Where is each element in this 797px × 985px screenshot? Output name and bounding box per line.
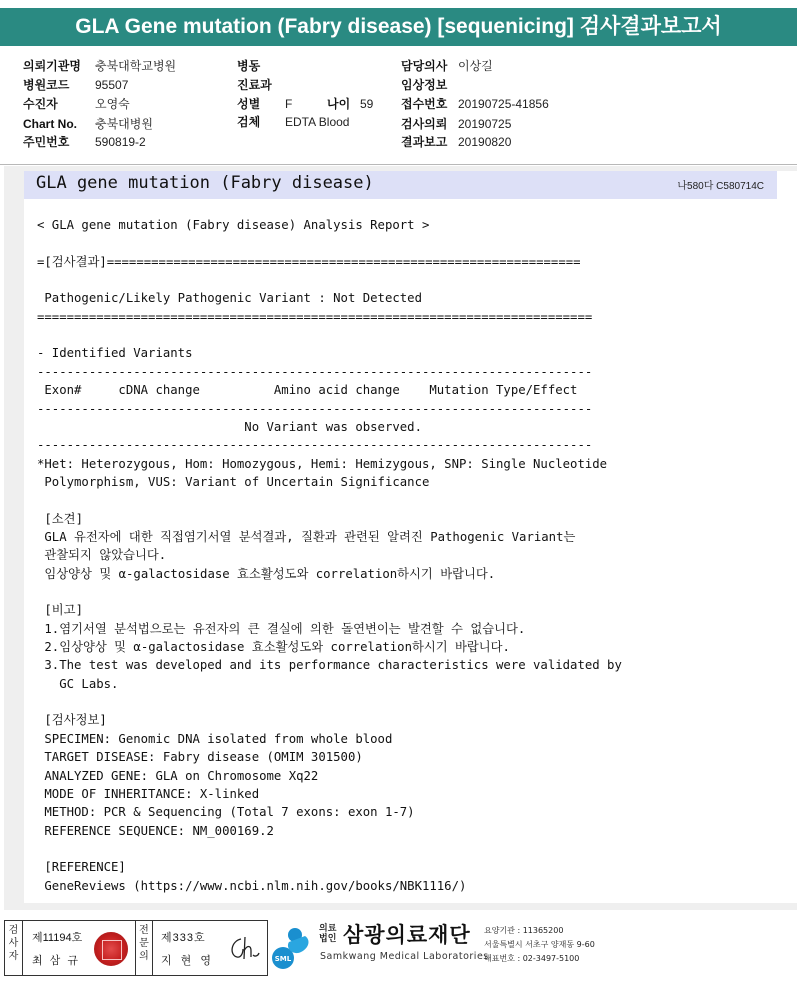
seal-stamp <box>94 932 128 966</box>
report-line: ANALYZED GENE: GLA on Chromosome Xq22 <box>37 768 319 783</box>
report-line: --------------------------------------------------------------------------- <box>37 438 593 453</box>
report-line: GeneReviews (https://www.ncbi.nlm.nih.gov/books/NBK1116/) <box>37 878 467 893</box>
specialist-heading: 전문의 <box>135 921 153 975</box>
report-line: [소견] <box>37 511 83 526</box>
signature <box>227 933 261 965</box>
report-line: < GLA gene mutation (Fabry disease) Analysis Report > <box>37 218 430 232</box>
report-line: *Het: Heterozygous, Hom: Homozygous, Hemi: Hemizygous, SNP: Single Nucleotide <box>37 456 608 471</box>
specialist-license: 제333호 <box>161 932 206 944</box>
svg-text:SML: SML <box>274 955 292 963</box>
footer <box>0 916 797 985</box>
org-institution-code: 요양기관 : 11365200 <box>484 926 564 935</box>
org-name: 삼광의료재단 <box>343 923 471 947</box>
org-english-name: Samkwang Medical Laboratories <box>320 951 489 962</box>
report-header-code: 나580다 C580714C <box>677 181 764 192</box>
report-line: 임상양상 및 α-galactosidase 효소활성도와 correlation하시기 바랍니다. <box>37 566 496 581</box>
inspector-name: 최 삼 규 <box>32 955 80 967</box>
report-line: GLA 유전자에 대한 직접염기서열 분석결과, 질환과 관련된 알려진 Pathogenic Variant는 <box>37 529 576 544</box>
report-line: - Identified Variants <box>37 346 193 361</box>
report-line: METHOD: PCR & Sequencing (Total 7 exons: exon 1-7) <box>37 805 415 820</box>
report-line: --------------------------------------------------------------------------- <box>37 401 593 416</box>
report-line: [검사정보] <box>37 713 107 728</box>
report-line: 3.The test was developed and its performance characteristics were validated by <box>37 658 622 673</box>
patient-info-panel: 의뢰기관명 충북대학교병원 병원코드 95507 수진자 오영숙 Chart No. 충북대병원 주민번호 590819-2 병동 진료과 성별 F 나이 59 검체 EDTA Blood 담당의사 이상길 임상정보 접수번호 20190725-41856 검사의뢰 20190725 결과보고 20190820 <box>0 48 797 165</box>
signature-box <box>4 920 268 976</box>
inspector-heading: 검사자 <box>5 921 23 975</box>
report-line: [비고] <box>37 603 83 618</box>
sml-logo-icon <box>271 920 317 974</box>
report-line: No Variant was observed. <box>37 419 422 434</box>
report-line: SPECIMEN: Genomic DNA isolated from whole blood <box>37 731 393 746</box>
report-line: TARGET DISEASE: Fabry disease (OMIM 301500) <box>37 750 363 765</box>
report-line: Pathogenic/Likely Pathogenic Variant : Not Detected <box>37 291 422 306</box>
report-title-bar: GLA Gene mutation (Fabry disease) [sequenicing] 검사결과보고서 <box>0 8 797 46</box>
report-line: Polymorphism, VUS: Variant of Uncertain Significance <box>37 474 430 489</box>
report-line: 관찰되지 않았습니다. <box>37 548 167 563</box>
org-phone: 대표번호 : 02-3497-5100 <box>484 954 580 963</box>
specialist-name: 지 현 영 <box>161 955 214 967</box>
report-line: =[검사결과]================================================================ <box>37 254 581 269</box>
report-line: MODE OF INHERITANCE: X-linked <box>37 786 260 801</box>
report-header-title: GLA gene mutation (Fabry disease) <box>36 173 374 193</box>
inspector-license: 제11194호 <box>32 932 83 944</box>
report-line: 1.염기서열 분석법으로는 유전자의 큰 결실에 의한 돌연변이는 발견할 수 없습니다. <box>37 621 526 636</box>
org-type: 의료 법인 <box>319 924 337 944</box>
report-line: REFERENCE SEQUENCE: NM_000169.2 <box>37 823 274 838</box>
report-line: Exon# cDNA change Amino acid change Mutation Type/Effect <box>37 383 578 398</box>
report-line: GC Labs. <box>37 676 119 691</box>
report-line: --------------------------------------------------------------------------- <box>37 364 593 379</box>
org-address: 서울특별시 서초구 양재동 9-60 <box>484 940 595 949</box>
report-line: =========================================================================== <box>37 309 593 324</box>
report-line: 2.임상양상 및 α-galactosidase 효소활성도와 correlation하시기 바랍니다. <box>37 640 510 655</box>
report-line: [REFERENCE] <box>37 860 126 875</box>
